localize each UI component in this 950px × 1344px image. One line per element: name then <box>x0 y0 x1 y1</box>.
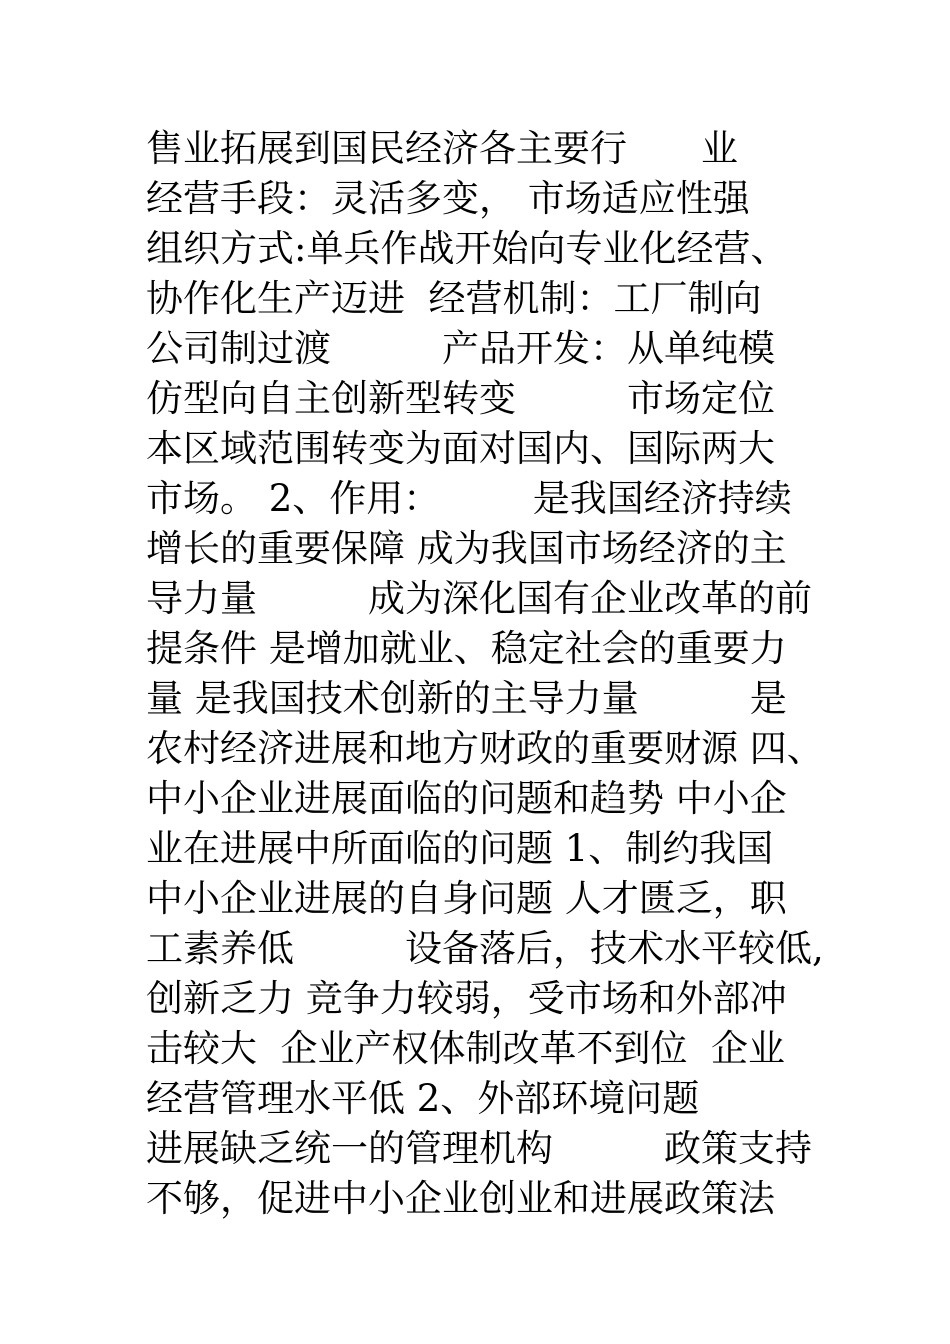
text-line: 工素养低 设备落后，技术水平较低, <box>146 927 824 970</box>
text-line: 经营管理水平低 2、外部环境问题 <box>146 1077 700 1120</box>
text-line: 公司制过渡 产品开发：从单纯模 <box>146 327 775 370</box>
text-line: 中小企业进展的自身问题 人才匮乏，职 <box>146 877 787 920</box>
text-line: 增长的重要保障 成为我国市场经济的主 <box>146 527 787 570</box>
text-line: 农村经济进展和地方财政的重要财源 四、 <box>146 727 824 770</box>
text-line: 业在进展中所面临的问题 1、制约我国 <box>146 827 774 870</box>
text-line: 组织方式:单兵作战开始向专业化经营、 <box>146 227 788 270</box>
text-line: 不够，促进中小企业创业和进展政策法 <box>146 1177 775 1220</box>
text-line: 本区域范围转变为面对国内、国际两大 <box>146 427 775 470</box>
text-line: 协作化生产迈进 经营机制：工厂制向 <box>146 277 762 320</box>
text-line: 击较大 企业产权体制改革不到位 企业 <box>146 1027 786 1070</box>
text-line: 售业拓展到国民经济各主要行 业 <box>146 127 738 170</box>
text-line: 导力量 成为深化国有企业改革的前 <box>146 577 812 620</box>
body-text <box>146 124 846 1224</box>
text-line: 进展缺乏统一的管理机构 政策支持 <box>146 1127 812 1170</box>
text-line: 提条件 是增加就业、稳定社会的重要力 <box>146 627 787 670</box>
text-line: 量 是我国技术创新的主导力量 是 <box>146 677 787 720</box>
text-line: 市场。 2、作用： 是我国经济持续 <box>146 477 792 520</box>
text-line: 仿型向自主创新型转变 市场定位 <box>146 377 775 420</box>
text-line: 经营手段：灵活多变， 市场适应性强 <box>146 177 750 220</box>
text-line: 创新乏力 竞争力较弱，受市场和外部冲 <box>146 977 787 1020</box>
text-line: 中小企业进展面临的问题和趋势 中小企 <box>146 777 787 820</box>
